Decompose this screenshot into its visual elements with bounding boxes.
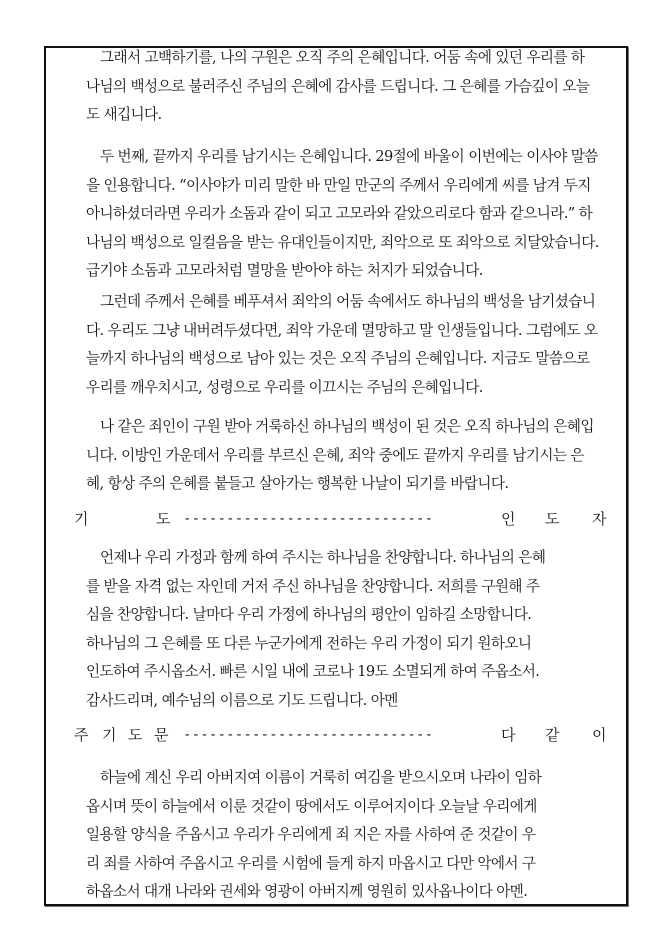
header-char: 도 — [156, 510, 171, 528]
text-line: 나님의 백성으로 일컬음을 받는 유대인들이지만, 죄악으로 또 죄악으로 치달았습니다. — [86, 233, 599, 251]
text-line: 나님의 백성으로 불러주신 주님의 은혜에 감사를 드립니다. 그 은혜를 가슴깊이 오늘 — [86, 77, 590, 95]
text-line: 그래서 고백하기를, 나의 구원은 오직 주의 은혜입니다. 어둠 속에 있던 우리를 하 — [100, 49, 585, 66]
text-line: 두 번째, 끝까지 우리를 남기시는 은혜입니다. 29절에 바울이 이번에는 이사야 말씀 — [100, 148, 598, 165]
header-char: 기 — [74, 510, 89, 528]
dashed-leader: ----------------------------- — [183, 727, 434, 743]
text-line: 나 같은 죄인이 구원 받아 거룩하신 하나님의 백성이 된 것은 오직 하나님의 은혜입 — [100, 418, 594, 435]
paragraph-confession — [86, 44, 604, 130]
dashed-leader: ----------------------------- — [183, 511, 434, 527]
text-line: 아니하셨더라면 우리가 소돔과 같이 되고 고모라와 같았으리로다 함과 같으니라.” 하 — [86, 205, 593, 222]
header-char: 문 — [154, 726, 169, 744]
header-char: 도 — [128, 726, 143, 744]
text-line: 급기야 소돔과 고모라처럼 멸망을 받아야 하는 처지가 되었습니다. — [86, 262, 483, 279]
text-line: 를 받을 자격 없는 자인데 거저 주신 하나님을 찬양합니다. 저희를 구원해 주 — [86, 577, 540, 595]
text-line: 우리를 깨우치시고, 성령으로 우리를 이끄시는 주님의 은혜입니다. — [86, 378, 483, 396]
text-line: 을 인용합니다. “이사야가 미리 말한 바 만일 만군의 주께서 우리에게 씨를 남겨 두지 — [86, 176, 591, 194]
text-line: 늘까지 하나님의 백성으로 남아 있는 것은 오직 주님의 은혜입니다. 지금도 말씀으로 — [86, 350, 590, 367]
text-line: 하옵소서 대개 나라와 권세와 영광이 아버지께 영원히 있사옵나이다 아멘. — [86, 883, 528, 900]
text-line: 니다. 이방인 가운데서 우리를 부르신 은혜, 죄악 중에도 끝까지 우리를 남기시는 은 — [86, 446, 584, 464]
header-char: 다 — [501, 726, 516, 744]
header-char: 자 — [592, 510, 607, 528]
paragraph-prayer — [86, 544, 604, 715]
text-line: 언제나 우리 가정과 함께 하여 주시는 하나님을 찬양합니다. 하나님의 은혜 — [100, 549, 546, 566]
header-char: 주 — [74, 726, 89, 744]
text-line: 리 죄를 사하여 주옵시고 우리를 시험에 들게 하지 마옵시고 다만 악에서 구 — [86, 854, 536, 872]
text-line: 옵시며 뜻이 하늘에서 이룬 것같이 땅에서도 이루어지이다 오늘날 우리에게 — [86, 797, 537, 815]
lords-prayer-section-header — [0, 721, 670, 749]
header-char: 이 — [592, 726, 607, 744]
text-line: 감사드리며, 예수님의 이름으로 기도 드립니다. 아멘 — [86, 691, 398, 709]
header-char: 도 — [545, 510, 560, 528]
paragraph-sinner — [86, 413, 604, 499]
text-line: 하늘에 계신 우리 아버지여 이름이 거룩히 여김을 받으시오며 나라이 임하 — [100, 769, 542, 786]
text-line: 일용할 양식을 주옵시고 우리가 우리에게 죄 지은 자를 사하여 준 것같이 우 — [86, 826, 536, 843]
paragraph-lords-prayer — [86, 764, 604, 907]
paragraph-second-grace — [86, 143, 604, 286]
text-line: 인도하여 주시옵소서. 빠른 시일 내에 코로나 19도 소멸되게 하여 주옵소서. — [86, 663, 540, 680]
text-line: 그런데 주께서 은혜를 베푸셔서 죄악의 어둠 속에서도 하나님의 백성을 남기셨습니 — [100, 293, 596, 310]
header-char: 기 — [102, 726, 117, 744]
text-line: 도 새깁니다. — [86, 106, 162, 123]
text-line: 하나님의 그 은혜를 또 다른 누군가에게 전하는 우리 가정이 되기 원하오니 — [86, 634, 532, 652]
paragraph-remnant — [86, 288, 604, 402]
header-char: 같 — [545, 726, 560, 744]
text-line: 혜, 항상 주의 은혜를 붙들고 살아가는 행복한 나날이 되기를 바랍니다. — [86, 475, 509, 492]
prayer-section-header — [0, 505, 670, 533]
header-char: 인 — [501, 510, 516, 528]
text-line: 다. 우리도 그냥 내버려두셨다면, 죄악 가운데 멸망하고 말 인생들입니다. 그럼에도 오 — [86, 321, 598, 339]
text-line: 심을 찬양합니다. 날마다 우리 가정에 하나님의 평안이 임하길 소망합니다. — [86, 606, 532, 623]
